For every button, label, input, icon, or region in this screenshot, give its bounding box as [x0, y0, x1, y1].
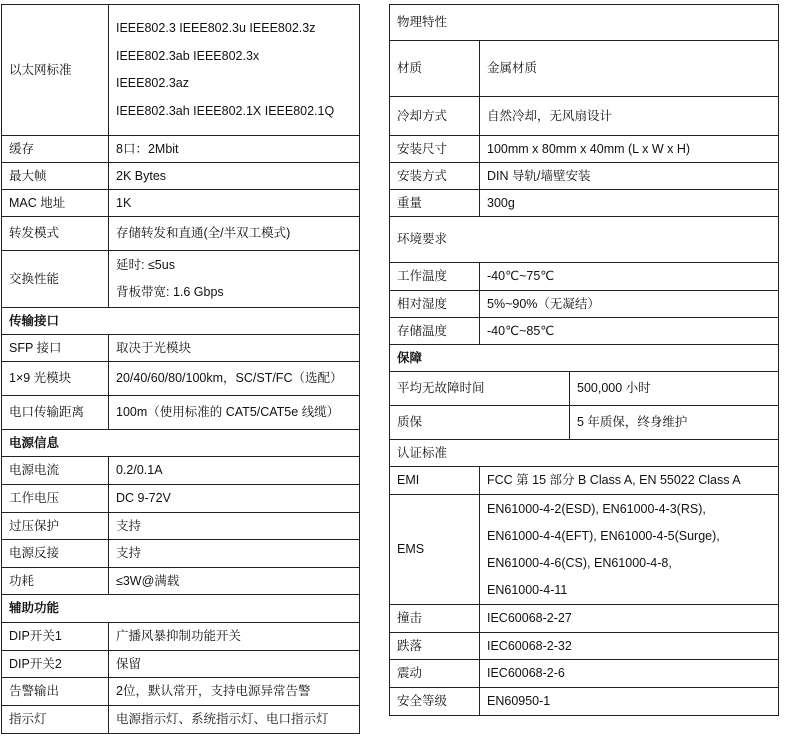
label-cooling: 冷却方式 — [390, 97, 480, 136]
value-power-consumption: ≤3W@满载 — [109, 568, 360, 595]
value-material: 金属材质 — [480, 41, 779, 97]
label-sfp: SFP 接口 — [2, 335, 109, 362]
table-row — [2, 568, 360, 595]
spec-table-right — [389, 4, 779, 716]
table-row — [390, 633, 779, 660]
table-row — [390, 41, 779, 97]
label-install-size: 安装尺寸 — [390, 136, 480, 163]
table-row — [2, 678, 360, 706]
label-emi: EMI — [390, 467, 480, 495]
label-ethernet: 以太网标准 — [2, 5, 109, 136]
row-switching — [2, 251, 360, 308]
value-warranty: 5 年质保，终身维护 — [570, 406, 779, 440]
value-voltage: DC 9-72V — [109, 485, 360, 513]
value-alarm: 2位，默认常开，支持电源异常告警 — [109, 678, 360, 706]
table-row — [390, 263, 779, 291]
table-row — [2, 362, 360, 396]
label-material: 材质 — [390, 41, 480, 97]
value-cache: 8口：2Mbit — [109, 136, 360, 163]
switching-line: 延时: ≤5us — [116, 257, 175, 272]
label-install-method: 安装方式 — [390, 163, 480, 190]
ems-line: EN61000-4-4(EFT), EN61000-4-5(Surge), — [487, 528, 720, 543]
ethernet-line: IEEE802.3 IEEE802.3u IEEE802.3z — [116, 21, 316, 35]
section-row — [390, 5, 779, 41]
table-row — [390, 190, 779, 217]
table-row — [2, 623, 360, 651]
section-row — [2, 595, 360, 623]
label-safety: 安全等级 — [390, 688, 480, 716]
section-transport: 传输接口 — [2, 308, 360, 335]
value-switching — [109, 251, 360, 308]
section-protect: 保障 — [390, 345, 779, 372]
section-aux: 辅助功能 — [2, 595, 360, 623]
spec-table-left — [1, 4, 360, 734]
section-row — [2, 430, 360, 457]
value-op-temp: -40℃~75℃ — [480, 263, 779, 291]
value-weight: 300g — [480, 190, 779, 217]
value-vibration: IEC60068-2-6 — [480, 660, 779, 688]
row-ems — [390, 495, 779, 605]
value-ethernet — [109, 5, 360, 136]
label-mtbf: 平均无故障时间 — [390, 372, 570, 406]
label-reverse: 电源反接 — [2, 540, 109, 568]
value-forward-mode: 存储转发和直通(全/半双工模式) — [109, 217, 360, 251]
section-cert: 认证标准 — [390, 440, 779, 467]
label-alarm: 告警输出 — [2, 678, 109, 706]
value-1x9: 20/40/60/80/100km，SC/ST/FC（选配） — [109, 362, 360, 396]
label-vibration: 震动 — [390, 660, 480, 688]
table-row — [390, 660, 779, 688]
ems-line: EN61000-4-6(CS), EN61000-4-8, — [487, 555, 672, 570]
table-row — [2, 136, 360, 163]
ethernet-line: IEEE802.3az — [116, 76, 189, 90]
table-row — [2, 540, 360, 568]
table-row — [390, 136, 779, 163]
value-indicator: 电源指示灯、系统指示灯、电口指示灯 — [109, 706, 360, 734]
table-row — [390, 406, 779, 440]
value-max-frame: 2K Bytes — [109, 163, 360, 190]
value-install-size: 100mm x 80mm x 40mm (L x W x H) — [480, 136, 779, 163]
label-current: 电源电流 — [2, 457, 109, 485]
table-row — [390, 467, 779, 495]
value-storage-temp: -40℃~85℃ — [480, 318, 779, 345]
section-row — [2, 308, 360, 335]
table-row — [390, 318, 779, 345]
label-switching: 交换性能 — [2, 251, 109, 308]
label-forward-mode: 转发模式 — [2, 217, 109, 251]
label-mac: MAC 地址 — [2, 190, 109, 217]
table-row — [2, 457, 360, 485]
table-row — [390, 605, 779, 633]
ethernet-line: IEEE802.3ab IEEE802.3x — [116, 48, 260, 63]
ems-line: EN61000-4-2(ESD), EN61000-4-3(RS), — [487, 501, 706, 516]
value-reverse: 支持 — [109, 540, 360, 568]
table-row — [2, 706, 360, 734]
table-row — [2, 485, 360, 513]
table-row — [2, 513, 360, 540]
value-impact: IEC60068-2-27 — [480, 605, 779, 633]
value-mac: 1K — [109, 190, 360, 217]
value-current: 0.2/0.1A — [109, 457, 360, 485]
label-cache: 缓存 — [2, 136, 109, 163]
table-row — [390, 163, 779, 190]
value-ems — [480, 495, 779, 605]
value-humidity: 5%~90%（无凝结） — [480, 291, 779, 318]
row-ethernet — [2, 5, 360, 136]
label-warranty: 质保 — [390, 406, 570, 440]
value-dip2: 保留 — [109, 651, 360, 678]
table-row — [390, 97, 779, 136]
label-storage-temp: 存储温度 — [390, 318, 480, 345]
section-row — [390, 217, 779, 263]
value-cooling: 自然冷却，无风扇设计 — [480, 97, 779, 136]
section-row — [390, 440, 779, 467]
value-mtbf: 500,000 小时 — [570, 372, 779, 406]
table-row — [2, 335, 360, 362]
section-env: 环境要求 — [390, 217, 779, 263]
table-row — [2, 651, 360, 678]
table-row — [2, 217, 360, 251]
label-indicator: 指示灯 — [2, 706, 109, 734]
value-copper-distance: 100m（使用标准的 CAT5/CAT5e 线缆） — [109, 396, 360, 430]
table-row — [390, 372, 779, 406]
value-drop: IEC60068-2-32 — [480, 633, 779, 660]
value-sfp: 取决于光模块 — [109, 335, 360, 362]
ems-line: EN61000-4-11 — [487, 582, 568, 597]
label-max-frame: 最大帧 — [2, 163, 109, 190]
switching-line: 背板带宽: 1.6 Gbps — [116, 285, 224, 299]
label-impact: 撞击 — [390, 605, 480, 633]
section-physical: 物理特性 — [390, 5, 779, 41]
label-voltage: 工作电压 — [2, 485, 109, 513]
label-humidity: 相对湿度 — [390, 291, 480, 318]
value-safety: EN60950-1 — [480, 688, 779, 716]
label-weight: 重量 — [390, 190, 480, 217]
section-row — [390, 345, 779, 372]
label-dip2: DIP开关2 — [2, 651, 109, 678]
value-install-method: DIN 导轨/墙壁安装 — [480, 163, 779, 190]
table-row — [2, 396, 360, 430]
section-power: 电源信息 — [2, 430, 360, 457]
label-power-consumption: 功耗 — [2, 568, 109, 595]
label-dip1: DIP开关1 — [2, 623, 109, 651]
label-1x9: 1×9 光模块 — [2, 362, 109, 396]
label-copper-distance: 电口传输距离 — [2, 396, 109, 430]
label-ems: EMS — [390, 495, 480, 605]
ethernet-line: IEEE802.3ah IEEE802.1X IEEE802.1Q — [116, 103, 335, 118]
value-dip1: 广播风暴抑制功能开关 — [109, 623, 360, 651]
table-row — [390, 688, 779, 716]
value-emi: FCC 第 15 部分 B Class A, EN 55022 Class A — [480, 467, 779, 495]
table-row — [2, 163, 360, 190]
label-drop: 跌落 — [390, 633, 480, 660]
label-op-temp: 工作温度 — [390, 263, 480, 291]
table-row — [2, 190, 360, 217]
label-overvoltage: 过压保护 — [2, 513, 109, 540]
value-overvoltage: 支持 — [109, 513, 360, 540]
table-row — [390, 291, 779, 318]
